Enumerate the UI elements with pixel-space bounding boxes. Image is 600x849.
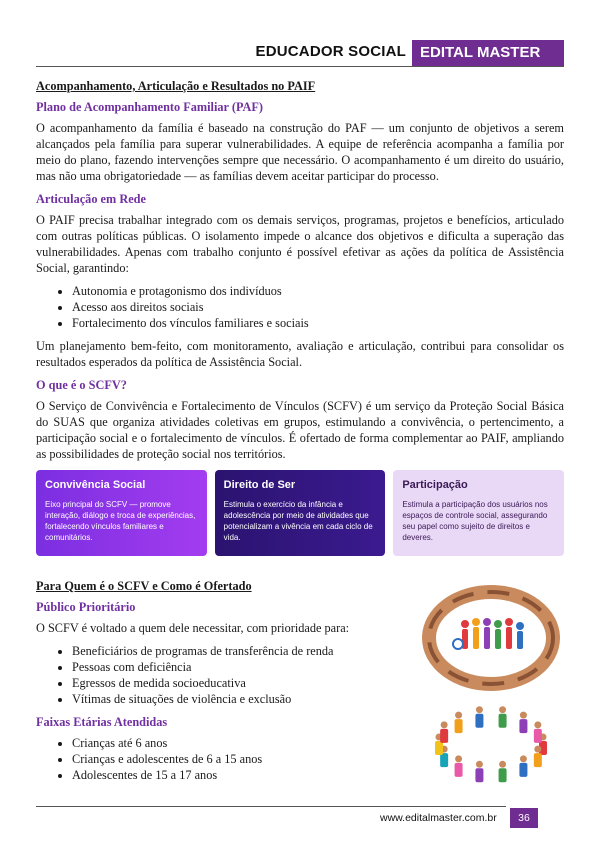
page-content (36, 78, 564, 790)
footer-website-link[interactable]: www.editalmaster.com.br (380, 812, 497, 824)
child-figure-body (440, 753, 448, 767)
subtitle-articulacao: Articulação em Rede (36, 192, 146, 206)
subtitle-scfv: O que é o SCFV? (36, 378, 127, 392)
section-title-paif: Acompanhamento, Articulação e Resultados no PAIF (36, 79, 316, 93)
left-column (36, 578, 396, 783)
card-participacao (393, 470, 564, 556)
child-figure-body (519, 719, 527, 733)
child-figure-head (476, 761, 483, 768)
list-item: • Vítimas de situações de violência e exclusão (72, 691, 396, 707)
scfv-axes-cards (36, 470, 564, 556)
child-figure-body (534, 729, 542, 743)
list-faixas (36, 735, 396, 783)
child-figure-head (441, 721, 448, 728)
card-text: Eixo principal do SCFV — promove interação, diálogo e troca de experiências, fortalecendo vínculos familiares e comunitários. (45, 500, 196, 542)
list-item: • Adolescentes de 15 a 17 anos (72, 767, 396, 783)
list-item: • Beneficiários de programas de transferência de renda (72, 643, 396, 659)
list-item: • Pessoas com deficiência (72, 659, 396, 675)
header-divider (36, 66, 564, 67)
child-figure-head (534, 721, 541, 728)
scfv-publico-section (36, 578, 564, 783)
child-figure-body (475, 768, 483, 782)
list-item: • Egressos de medida socioeducativa (72, 675, 396, 691)
subtitle-publico: Público Prioritário (36, 600, 136, 614)
child-figure-head (499, 706, 506, 713)
section-title-para-quem: Para Quem é o SCFV e Como é Ofertado (36, 579, 252, 593)
child-figure-body (435, 741, 443, 755)
child-figure-body (455, 719, 463, 733)
paragraph-paf: O acompanhamento da família é baseado na construção do PAF — um conjunto de objetivos a serem alcançados pela família para superar vulnerabilidades. A equipe de referência acompanha a família por meio do plano, fazendo intervenções sempre que necessário. O acompanhamento é um direito do usuário, mas não uma obrigatoriedade — as famílias devem aceitar participar do processo. (36, 121, 564, 183)
child-figure-body (499, 714, 507, 728)
list-publico (36, 643, 396, 707)
child-figure-head (476, 706, 483, 713)
inclusion-hands-image (418, 584, 564, 692)
page-header (36, 40, 564, 66)
paragraph-planejamento: Um planejamento bem-feito, com monitoramento, avaliação e articulação, contribui para consolidar os resultados esperados da política de Assistência Social. (36, 339, 564, 369)
child-figure-body (455, 763, 463, 777)
list-item: • Autonomia e protagonismo dos indivíduos (72, 283, 564, 299)
child-figure-body (475, 714, 483, 728)
list-item: • Acesso aos direitos sociais (72, 299, 564, 315)
child-figure-head (520, 755, 527, 762)
header-brand: EDITAL MASTER (412, 40, 564, 66)
list-item: • Crianças até 6 anos (72, 735, 396, 751)
children-circle-image (418, 702, 564, 786)
list-garantias (36, 283, 564, 331)
child-figure-body (534, 753, 542, 767)
card-direito-de-ser (215, 470, 386, 556)
page-number: 36 (510, 808, 538, 828)
card-title: Convivência Social (45, 479, 146, 491)
child-figure-body (440, 729, 448, 743)
child-figure-head (534, 746, 541, 753)
child-figure-head (455, 755, 462, 762)
card-text: Estimula o exercício da infância e adolescência por meio de atividades que potencializam a vivência em cada ciclo de vida. (223, 500, 373, 542)
card-title: Participação (402, 479, 468, 491)
child-figure-body (499, 768, 507, 782)
header-course-title: EDUCADOR SOCIAL (255, 43, 406, 60)
child-figure-body (519, 763, 527, 777)
card-convivencia (36, 470, 207, 556)
child-figure-head (455, 712, 462, 719)
footer-divider (36, 806, 506, 807)
list-item: • Crianças e adolescentes de 6 a 15 anos (72, 751, 396, 767)
paragraph-publico: O SCFV é voltado a quem dele necessitar, com prioridade para: (36, 621, 350, 635)
paragraph-scfv: O Serviço de Convivência e Fortalecimento de Vínculos (SCFV) é um serviço da Proteção Social Básica do SUAS que organiza atividades coletivas em grupos, estimulando a convivência, o pertencimento, a participação social e o fortalecimento de vínculos. É ofertado de forma complementar ao PAIF, ampliando as possibilidades de proteção social nos territórios. (36, 399, 564, 461)
subtitle-paf: Plano de Acompanhamento Familiar (PAF) (36, 100, 264, 114)
paragraph-articulacao: O PAIF precisa trabalhar integrado com os demais serviços, programas, projetos e benefícios, articulado com outras políticas públicas. O isolamento impede o alcance dos objetivos e dificulta a superação das vulnerabilidades. Apenas com trabalho conjunto é possível efetivar as ações da política de Assistência Social, garantindo: (36, 213, 564, 275)
child-figure-head (520, 712, 527, 719)
child-figure-head (499, 761, 506, 768)
card-title: Direito de Ser (223, 479, 296, 491)
list-item: • Fortalecimento dos vínculos familiares e sociais (72, 315, 564, 331)
card-text: Estimula a participação dos usuários nos espaços de controle social, assegurando seu papel como sujeito de direitos e deveres. (402, 500, 548, 542)
subtitle-faixas: Faixas Etárias Atendidas (36, 715, 168, 729)
